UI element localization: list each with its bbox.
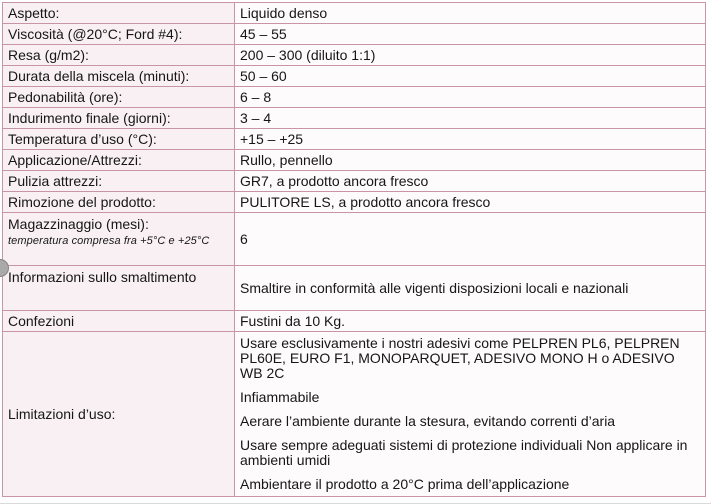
spec-row-smaltimento [3, 266, 706, 311]
spec-value: Rullo, pennello [235, 150, 706, 171]
spec-value: 6 [235, 213, 706, 266]
spec-row-magazzinaggio [3, 213, 706, 266]
spec-label: Pulizia attrezzi: [3, 171, 235, 192]
spec-table [2, 2, 706, 497]
spec-value: Liquido denso [235, 3, 706, 24]
usage-limitation-paragraph: Aerare l’ambiente durante la stesura, evitando correnti d’aria [240, 413, 616, 429]
spec-row-temperatura-uso [3, 129, 706, 150]
spec-label: Limitazioni d’uso: [3, 332, 235, 497]
spec-value: Smaltire in conformità alle vigenti disposizioni locali e nazionali [235, 266, 706, 311]
spec-value: Fustini da 10 Kg. [235, 311, 706, 332]
spec-value: 3 – 4 [235, 108, 706, 129]
usage-limitation-paragraph: Ambientare il prodotto a 20°C prima dell’applicazione [240, 476, 570, 492]
spec-row-applicazione [3, 150, 706, 171]
spec-row-pedonabilita [3, 87, 706, 108]
spec-value: 200 – 300 (diluito 1:1) [235, 45, 706, 66]
spec-value: PULITORE LS, a prodotto ancora fresco [235, 192, 706, 213]
spec-row-aspetto [3, 3, 706, 24]
spec-label: Viscosità (@20°C; Ford #4): [3, 24, 235, 45]
usage-limitation-paragraph: Infiammabile [240, 389, 320, 405]
spec-label: Indurimento finale (giorni): [3, 108, 235, 129]
spec-label: Applicazione/Attrezzi: [3, 150, 235, 171]
storage-temperature-note: temperatura compresa fra +5°C e +25°C [8, 235, 210, 247]
spec-row-rimozione [3, 192, 706, 213]
spec-value: 45 – 55 [235, 24, 706, 45]
spec-value: +15 – +25 [235, 129, 706, 150]
spec-row-resa [3, 45, 706, 66]
spec-value: 6 – 8 [235, 87, 706, 108]
usage-limitation-paragraph: Usare esclusivamente i nostri adesivi come PELPREN PL6, PELPREN PL60E, EURO F1, MONOPARQUET, ADESIVO MONO H o ADESIVO WB 2C [240, 335, 680, 381]
storage-label: Magazzinaggio (mesi): [8, 216, 149, 232]
spec-row-limitazioni [3, 332, 706, 497]
spec-value [235, 332, 706, 497]
spec-label [3, 213, 235, 266]
spec-label: Confezioni [3, 311, 235, 332]
spec-label: Durata della miscela (minuti): [3, 66, 235, 87]
spec-label: Rimozione del prodotto: [3, 192, 235, 213]
spec-label: Aspetto: [3, 3, 235, 24]
spec-value: 50 – 60 [235, 66, 706, 87]
spec-row-durata-miscela [3, 66, 706, 87]
spec-label: Resa (g/m2): [3, 45, 235, 66]
spec-value: GR7, a prodotto ancora fresco [235, 171, 706, 192]
usage-limitation-paragraph: Usare sempre adeguati sistemi di protezione individuali Non applicare in ambienti umidi [240, 437, 688, 468]
spec-label: Pedonabilità (ore): [3, 87, 235, 108]
spec-label: Temperatura d’uso (°C): [3, 129, 235, 150]
spec-row-confezioni [3, 311, 706, 332]
spec-row-viscosita [3, 24, 706, 45]
spec-label: Informazioni sullo smaltimento [3, 266, 235, 311]
spec-row-indurimento [3, 108, 706, 129]
spec-row-pulizia [3, 171, 706, 192]
